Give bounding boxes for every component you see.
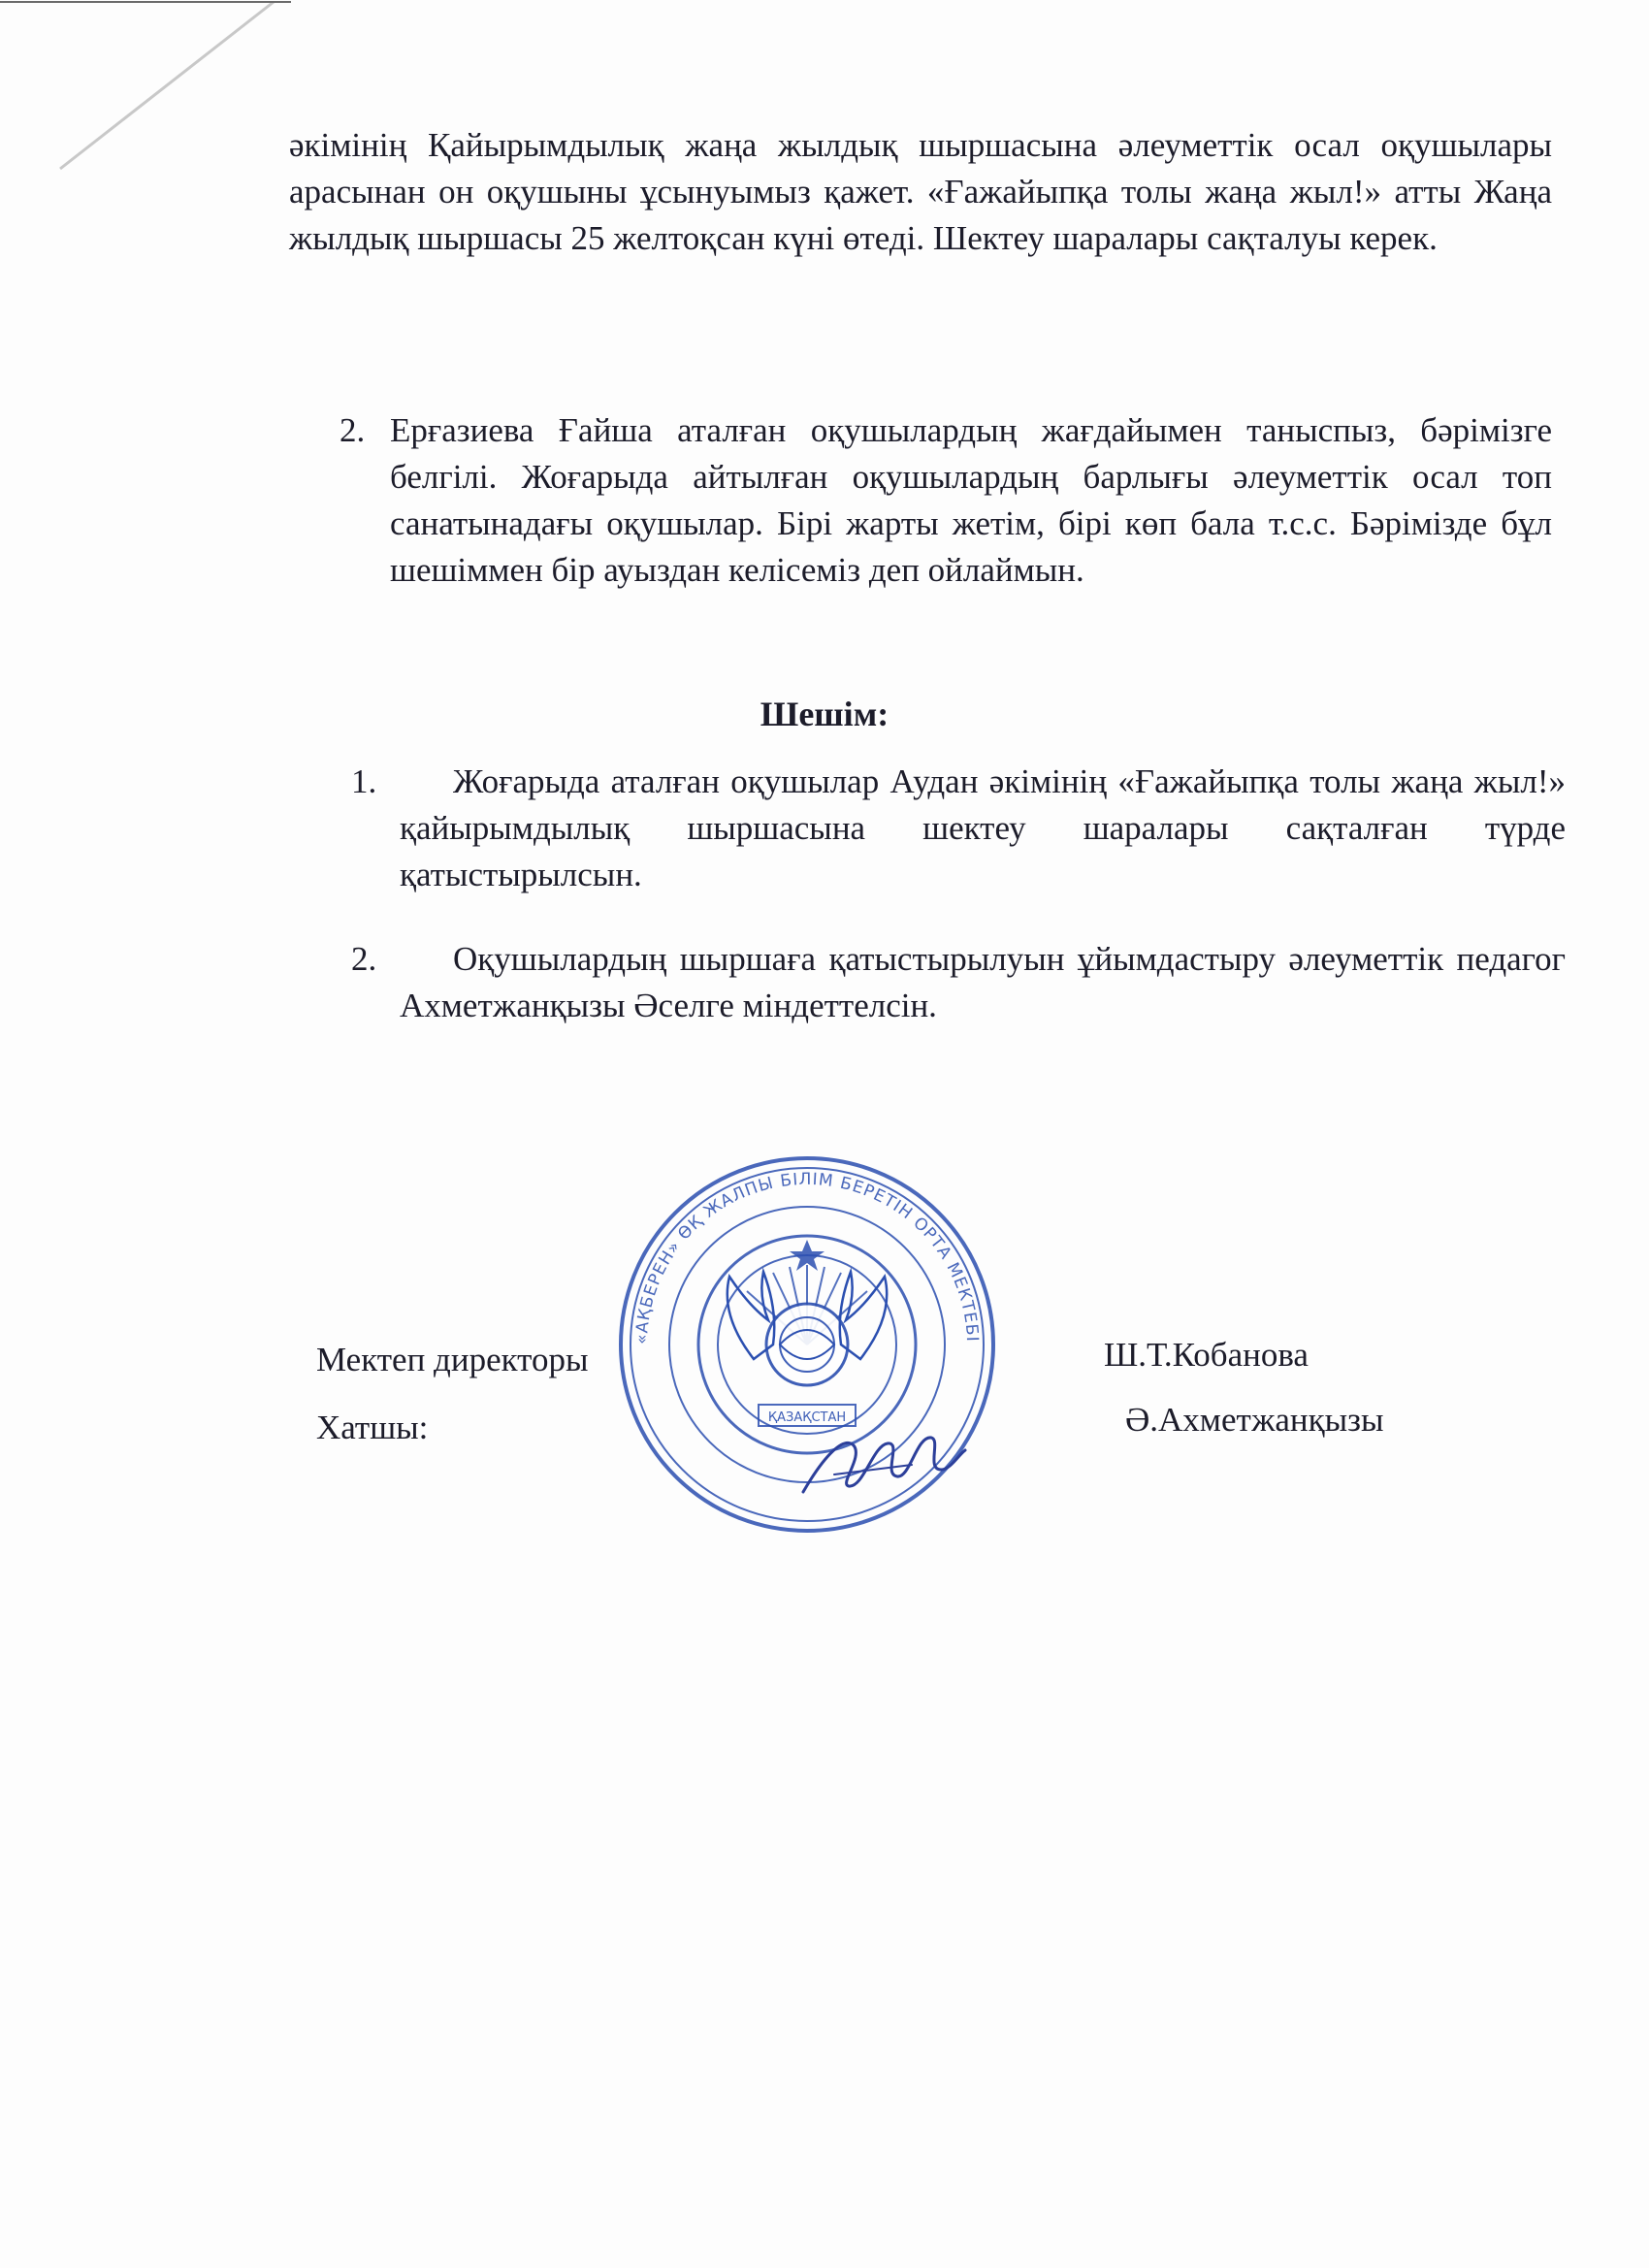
director-name: Ш.Т.Кобанова xyxy=(1104,1336,1309,1374)
decision-number: 2. xyxy=(351,940,377,978)
decision-number: 1. xyxy=(351,762,377,800)
secretary-label: Хатшы: xyxy=(316,1409,429,1446)
intro-paragraph: әкімінің Қайырымдылық жаңа жылдық шыршасына әлеуметтік осал оқушылары арасынан он оқушыны ұсынуымыз қажет. «Ғажайыпқа толы жаңа жыл!» атты Жаңа жылдық шыршасы 25 желтоқсан күні өтеді. Шектеу шаралары сақталуы керек. xyxy=(289,126,1552,257)
decision-text: Жоғарыда аталған оқушылар Аудан әкімінің «Ғажайыпқа толы жаңа жыл!» қайырымдылық шыршасына шектеу шаралары сақталған түрде қатыстырылсын. xyxy=(400,762,1566,893)
stamp-inscription: «АҚБЕРЕН» ӨҚ ЖАЛПЫ БІЛІМ БЕРЕТІН ОРТА МЕКТЕБІ xyxy=(631,1169,983,1345)
handwritten-signature-icon xyxy=(795,1416,970,1504)
director-label: Мектеп директоры xyxy=(316,1341,589,1378)
item-number: 2. xyxy=(340,411,366,449)
decision-heading: Шешім: xyxy=(760,695,889,733)
item-text: Ерғазиева Ғайша аталған оқушылардың жағдайымен таныспыз, бәрімізге белгілі. Жоғарыда айтылған оқушылардың барлығы әлеуметтік осал топ санатынадағы оқушылар. Бірі жарты жетім, бірі көп бала т.с.с. Бәрімізде бұл шешіммен бір ауыздан келісеміз деп ойлаймын. xyxy=(390,411,1552,589)
secretary-name: Ә.Ахметжанқызы xyxy=(1125,1401,1384,1439)
decision-text: Оқушылардың шыршаға қатыстырылуын ұйымдастыру әлеуметтік педагог Ахметжанқызы Әселге міндеттелсін. xyxy=(400,940,1566,1024)
scan-edge-line xyxy=(0,0,291,194)
stamp-center-text: ҚАЗАҚСТАН xyxy=(767,1410,847,1425)
